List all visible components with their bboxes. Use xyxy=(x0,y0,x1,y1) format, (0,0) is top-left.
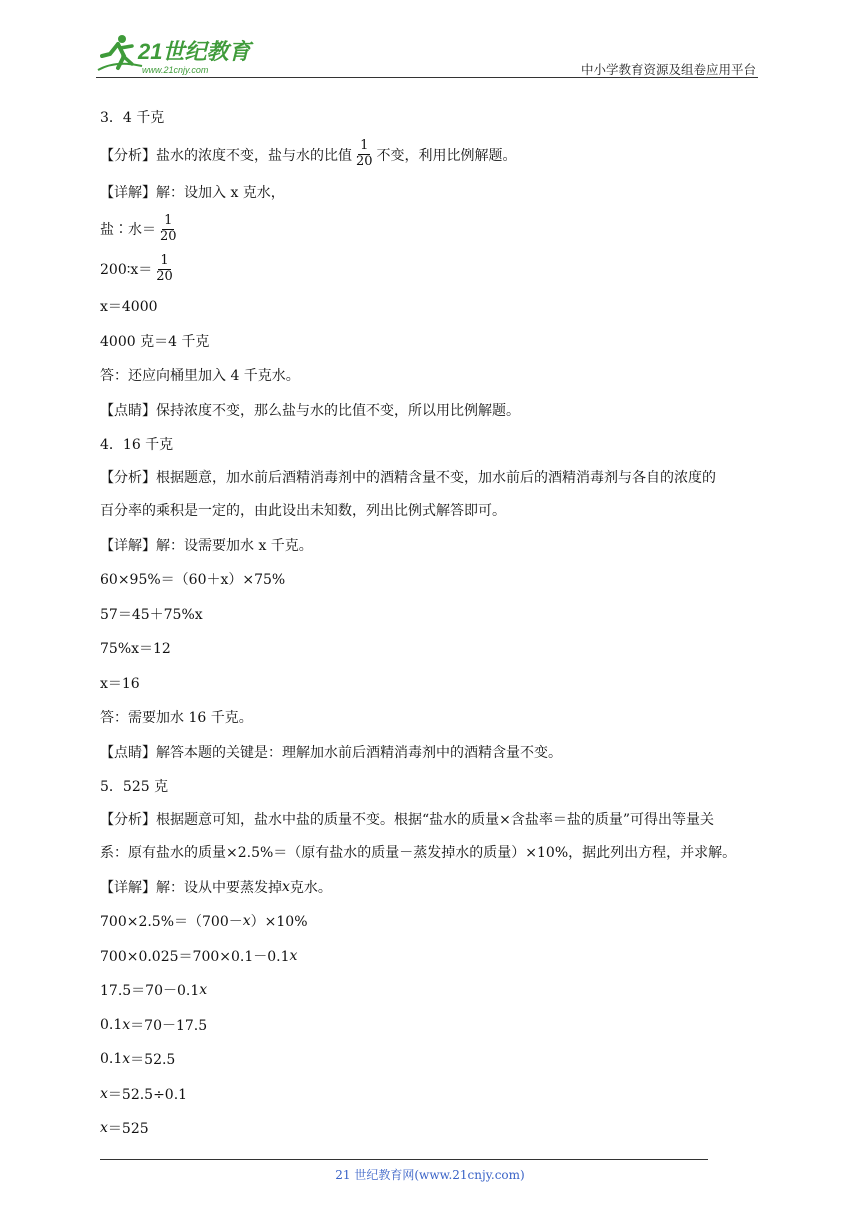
equation-text-end: ＝52.5÷0.1 xyxy=(107,1086,188,1103)
equation-text: 700×0.025＝700×0.1－0.1 xyxy=(100,948,290,965)
q5-analysis-line-2: 系：原有盐水的质量×2.5%＝（原有盐水的质量－蒸发掉水的质量）×10%，据此列出方程，并求解。 xyxy=(100,844,737,861)
q3-analysis xyxy=(100,135,765,175)
equation-text: 17.5＝70－0.1 xyxy=(100,983,200,1000)
fraction-numerator: 1 xyxy=(164,212,173,228)
page-footer: 21 世纪教育网(www.21cnjy.com) xyxy=(335,1168,525,1182)
q4-equation-4: x＝16 xyxy=(100,675,140,692)
fraction-numerator: 1 xyxy=(360,138,369,154)
variable: x xyxy=(199,982,208,999)
q3-comment: 【点睛】保持浓度不变，那么盐与水的比值不变，所以用比例解题。 xyxy=(100,402,520,419)
q5-equation-6 xyxy=(100,1077,765,1112)
platform-title: 中小学教育资源及组卷应用平台 xyxy=(580,62,756,77)
fraction-denominator: 20 xyxy=(156,268,173,284)
q3-equation-2 xyxy=(100,249,765,289)
fraction xyxy=(154,254,175,285)
svg-text:www.21cnjy.com: www.21cnjy.com xyxy=(142,65,209,75)
q4-answer: 答：需要加水 16 千克。 xyxy=(100,710,253,727)
variable: x xyxy=(122,1051,131,1068)
q5-analysis-line-1: 【分析】根据题意可知，盐水中盐的质量不变。根据“盐水的质量×含盐率＝盐的质量”可得出等量关 xyxy=(100,811,715,828)
q5-title: 5．525 克 xyxy=(100,779,169,796)
variable: x xyxy=(242,913,251,930)
equation-text-end: ＝52.5 xyxy=(130,1052,176,1069)
equation-text: 盐∶水＝ xyxy=(100,222,156,238)
q5-equation-5 xyxy=(100,1042,765,1077)
q4-equation-3: 75%x＝12 xyxy=(100,641,171,658)
q3-equation-4: 4000 克＝4 千克 xyxy=(100,333,210,350)
q3-equation-1 xyxy=(100,209,765,249)
q4-detail: 【详解】解：设需要加水 x 千克。 xyxy=(100,537,313,554)
equation-text-end: ）×10% xyxy=(250,914,308,931)
answer-content xyxy=(100,100,765,1146)
detail-text-end: 克水。 xyxy=(289,879,332,896)
q3-analysis-text: 【分析】盐水的浓度不变，盐与水的比值 xyxy=(100,147,352,164)
q3-title: 3．4 千克 xyxy=(100,110,165,127)
q3-equation-3: x＝4000 xyxy=(100,299,158,316)
q5-equation-4 xyxy=(100,1008,765,1043)
variable: x xyxy=(122,1016,131,1033)
logo-graphic xyxy=(96,30,256,78)
q5-equation-2 xyxy=(100,939,765,974)
q4-equation-2: 57＝45＋75%x xyxy=(100,606,203,623)
q4-analysis-line-1: 【分析】根据题意，加水前后酒精消毒剂中的酒精含量不变，加水前后的酒精消毒剂与各自的浓度的 xyxy=(100,469,716,486)
equation-text: 0.1 xyxy=(100,1051,123,1068)
q4-equation-1: 60×95%＝（60＋x）×75% xyxy=(100,572,286,589)
fraction-numerator: 1 xyxy=(160,252,169,268)
q5-detail xyxy=(100,870,765,905)
q4-comment: 【点睛】解答本题的关键是：理解加水前后酒精消毒剂中的酒精含量不变。 xyxy=(100,744,562,761)
equation-text: 0.1 xyxy=(100,1016,123,1033)
equation-text: 700×2.5%＝（700－ xyxy=(100,914,243,931)
q4-title: 4．16 千克 xyxy=(100,437,174,454)
site-logo xyxy=(96,30,256,78)
q3-detail: 【详解】解：设加入 x 克水， xyxy=(100,184,285,201)
header-divider xyxy=(96,77,758,78)
q3-answer: 答：还应向桶里加入 4 千克水。 xyxy=(100,368,300,385)
svg-text:21世纪教育: 21世纪教育 xyxy=(138,39,251,64)
fraction xyxy=(158,214,179,245)
variable: x xyxy=(289,947,298,964)
variable: x xyxy=(282,878,290,895)
detail-text: 【详解】解：设从中要蒸发掉 xyxy=(100,879,282,896)
fraction-denominator: 20 xyxy=(356,154,373,169)
variable: x xyxy=(100,1120,108,1137)
footer-divider xyxy=(100,1159,708,1160)
q4-analysis-line-2: 百分率的乘积是一定的，由此设出未知数，列出比例式解答即可。 xyxy=(100,502,506,519)
fraction xyxy=(354,139,375,170)
variable: x xyxy=(100,1085,108,1102)
equation-text-end: ＝525 xyxy=(107,1121,149,1138)
fraction-denominator: 20 xyxy=(160,228,177,244)
q5-equation-7 xyxy=(100,1111,765,1146)
q5-equation-3 xyxy=(100,973,765,1008)
equation-text-end: ＝70－17.5 xyxy=(130,1017,208,1034)
q3-analysis-text-end: 不变，利用比例解题。 xyxy=(376,147,517,164)
page-header xyxy=(96,30,758,78)
q5-equation-1 xyxy=(100,904,765,939)
equation-text: 200∶x＝ xyxy=(100,262,153,278)
